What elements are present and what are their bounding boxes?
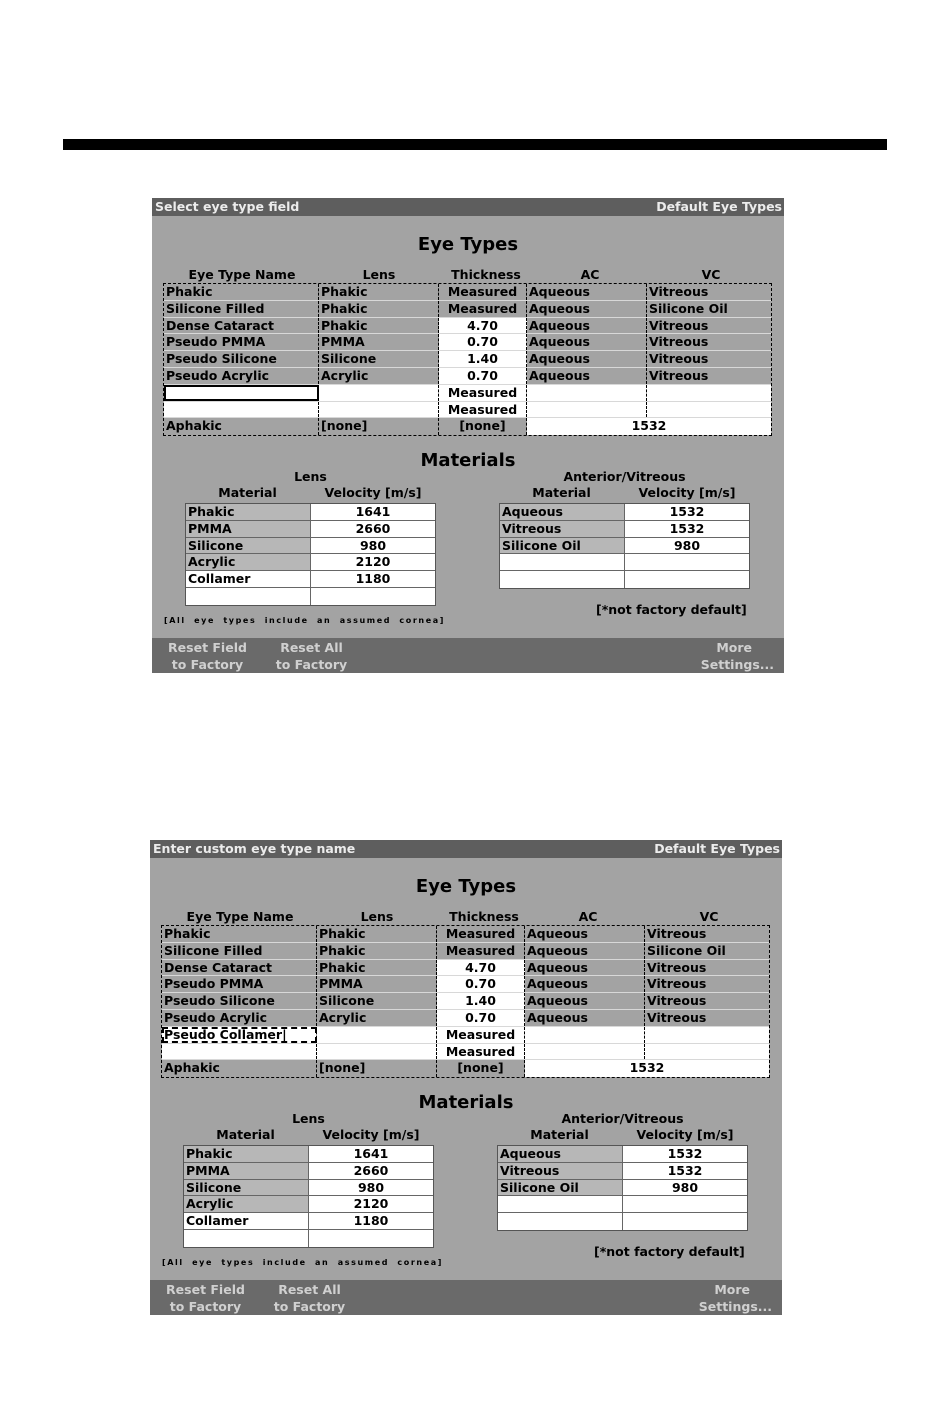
screen-title: Default Eye Types	[656, 199, 782, 214]
col-lens: Lens	[362, 267, 396, 282]
lens-material-velocity[interactable]	[309, 1230, 433, 1247]
lens-cell[interactable]: Acrylic	[319, 368, 439, 384]
ac-cell[interactable]: Aqueous	[525, 1010, 645, 1026]
lens-material-row[interactable]	[186, 571, 435, 588]
eye-type-row[interactable]	[164, 318, 771, 335]
lens-material-name[interactable]	[184, 1230, 309, 1247]
thickness-cell[interactable]: 1.40	[437, 993, 525, 1009]
eye-type-name-cell[interactable]: Dense Cataract	[164, 318, 319, 334]
col-thickness: Thickness	[449, 909, 519, 924]
av-material-col: Material	[530, 1127, 589, 1142]
eye-type-name-cell[interactable]: Phakic	[164, 284, 319, 300]
eye-type-row[interactable]	[162, 993, 769, 1010]
screen-prompt: Enter custom eye type name	[153, 841, 356, 856]
more-settings-label: More	[716, 640, 752, 655]
thickness-cell[interactable]: 4.70	[439, 318, 527, 334]
cornea-note: [All eye types include an assumed cornea]	[164, 616, 445, 625]
thickness-cell[interactable]: Measured	[439, 301, 527, 317]
ac-cell[interactable]: Aqueous	[527, 284, 647, 300]
vc-cell[interactable]: Vitreous	[649, 334, 709, 350]
lens-cell[interactable]: Phakic	[317, 943, 437, 959]
vc-cell[interactable]	[645, 1027, 769, 1043]
reset-field-button[interactable]	[160, 639, 255, 673]
ac-cell[interactable]: Aqueous	[527, 318, 647, 334]
vc-cell[interactable]	[645, 1044, 769, 1060]
eye-type-name-cell[interactable]: Pseudo PMMA	[162, 976, 317, 992]
reset-all-label-2: to Factory	[273, 1299, 346, 1314]
av-material-velocity[interactable]	[623, 1213, 747, 1230]
aphakic-velocity-cell[interactable]: 1532	[525, 1060, 769, 1077]
reset-field-label-2: to Factory	[171, 657, 244, 672]
av-material-velocity[interactable]: 1532	[625, 504, 749, 520]
more-settings-button[interactable]	[677, 1281, 772, 1315]
lens-material-row[interactable]	[184, 1230, 433, 1247]
lens-cell[interactable]: Phakic	[319, 301, 439, 317]
lens-material-name[interactable]	[186, 588, 311, 605]
lens-material-name[interactable]: Phakic	[184, 1146, 309, 1162]
eye-type-name-cell[interactable]	[162, 1044, 317, 1060]
thickness-cell[interactable]: Measured	[439, 284, 527, 300]
lens-material-velocity[interactable]: 2120	[309, 1196, 433, 1212]
eye-types-screen	[150, 840, 782, 1315]
eye-type-name-cell[interactable]: Silicone Filled	[162, 943, 317, 959]
av-material-velocity[interactable]: 1532	[625, 521, 749, 537]
lens-cell[interactable]	[319, 402, 439, 418]
ac-cell[interactable]	[525, 1044, 645, 1060]
col-vc: VC	[701, 267, 721, 282]
reset-field-label: Reset Field	[168, 640, 247, 655]
eye-type-name-cell[interactable]	[164, 402, 319, 418]
ac-cell[interactable]: Aqueous	[525, 993, 645, 1009]
av-material-name[interactable]	[500, 571, 625, 588]
lens-material-name[interactable]: PMMA	[184, 1163, 309, 1179]
reset-all-button[interactable]	[262, 1281, 357, 1315]
av-material-row[interactable]	[500, 538, 749, 555]
col-vc: VC	[699, 909, 719, 924]
more-settings-label-2: Settings...	[698, 1299, 772, 1314]
lens-material-row[interactable]	[184, 1146, 433, 1163]
lens-group-label: Lens	[292, 1111, 325, 1126]
thickness-cell[interactable]: 1.40	[439, 351, 527, 367]
eye-type-row[interactable]	[164, 334, 771, 351]
lens-cell[interactable]: Phakic	[319, 318, 439, 334]
softkey-bar	[152, 638, 784, 673]
av-materials-table	[499, 503, 750, 589]
thickness-cell[interactable]: Measured	[439, 385, 527, 401]
lens-material-velocity[interactable]: 1180	[309, 1213, 433, 1229]
thickness-cell[interactable]: 0.70	[437, 976, 525, 992]
eye-type-name-cell[interactable]: Pseudo Silicone	[162, 993, 317, 1009]
lens-material-row[interactable]	[186, 588, 435, 605]
thickness-cell[interactable]: Measured	[439, 402, 527, 418]
av-velocity-col: Velocity [m/s]	[638, 485, 736, 500]
lens-material-name[interactable]: Silicone	[186, 538, 311, 554]
vc-cell[interactable]: Vitreous	[649, 351, 709, 367]
lens-velocity-col: Velocity [m/s]	[322, 1127, 420, 1142]
thickness-cell[interactable]: Measured	[437, 926, 525, 942]
aphakic-lens-cell[interactable]: [none]	[319, 418, 439, 435]
aphakic-row[interactable]	[162, 1060, 769, 1077]
reset-all-label: Reset All	[280, 640, 343, 655]
lens-material-row[interactable]	[184, 1163, 433, 1180]
reset-field-label-2: to Factory	[169, 1299, 242, 1314]
av-material-row[interactable]	[498, 1196, 747, 1213]
lens-cell[interactable]: Phakic	[317, 926, 437, 942]
thickness-cell[interactable]: 0.70	[439, 334, 527, 350]
av-material-velocity[interactable]	[625, 571, 749, 588]
vc-cell[interactable]: Vitreous	[649, 317, 709, 333]
av-material-row[interactable]	[498, 1146, 747, 1163]
col-eye-type-name: Eye Type Name	[188, 267, 296, 282]
lens-material-name[interactable]: Phakic	[186, 504, 311, 520]
col-lens: Lens	[360, 909, 394, 924]
lens-material-row[interactable]	[184, 1180, 433, 1197]
lens-material-row[interactable]	[186, 554, 435, 571]
thickness-cell[interactable]: 0.70	[437, 1010, 525, 1026]
lens-cell[interactable]: Phakic	[319, 284, 439, 300]
av-materials-table	[497, 1145, 748, 1231]
vc-cell[interactable]: Vitreous	[647, 976, 707, 992]
eye-type-name-cell[interactable]: Pseudo Acrylic	[164, 368, 319, 384]
vc-cell[interactable]: Vitreous	[649, 284, 709, 299]
lens-material-velocity[interactable]: 2660	[309, 1163, 433, 1179]
materials-heading: Materials	[418, 1092, 514, 1113]
lens-material-name[interactable]: Collamer	[184, 1213, 309, 1229]
av-velocity-col: Velocity [m/s]	[636, 1127, 734, 1142]
ac-cell[interactable]	[525, 1027, 645, 1043]
av-material-row[interactable]	[500, 571, 749, 588]
lens-material-row[interactable]	[184, 1196, 433, 1213]
lens-material-row[interactable]	[186, 538, 435, 555]
eye-type-name-cell[interactable]: Pseudo Acrylic	[162, 1010, 317, 1026]
cornea-note: [All eye types include an assumed cornea]	[162, 1258, 443, 1267]
aphakic-lens-cell[interactable]: [none]	[317, 1060, 437, 1077]
vc-cell[interactable]: Vitreous	[647, 959, 707, 975]
ac-cell[interactable]	[527, 402, 647, 418]
reset-all-label-2: to Factory	[275, 657, 348, 672]
eye-type-row[interactable]	[164, 402, 771, 419]
lens-material-velocity[interactable]: 1641	[309, 1146, 433, 1162]
av-material-row[interactable]	[500, 504, 749, 521]
eye-types-heading: Eye Types	[415, 876, 517, 897]
vc-cell[interactable]: Silicone Oil	[647, 942, 726, 958]
eye-type-row[interactable]	[162, 976, 769, 993]
reset-all-label: Reset All	[278, 1282, 341, 1297]
av-material-velocity[interactable]: 1532	[623, 1163, 747, 1179]
aphakic-name-cell[interactable]: Aphakic	[164, 418, 319, 435]
av-group-label: Anterior/Vitreous	[563, 469, 686, 484]
col-ac: AC	[580, 267, 600, 282]
ac-cell[interactable]: Aqueous	[527, 351, 647, 367]
eye-type-row[interactable]	[164, 301, 771, 318]
screen-prompt: Select eye type field	[155, 199, 300, 214]
col-ac: AC	[578, 909, 598, 924]
av-material-row[interactable]	[498, 1163, 747, 1180]
ac-cell[interactable]: Aqueous	[525, 960, 645, 976]
lens-material-row[interactable]	[184, 1213, 433, 1230]
eye-type-name-cell[interactable]: Pseudo PMMA	[164, 334, 319, 350]
lens-materials-table	[185, 503, 436, 606]
eye-type-row[interactable]	[162, 1044, 769, 1061]
av-material-row[interactable]	[498, 1213, 747, 1230]
eye-type-row[interactable]	[162, 926, 769, 943]
vc-cell[interactable]	[647, 402, 771, 418]
lens-material-velocity[interactable]: 980	[309, 1180, 433, 1196]
vc-cell[interactable]: Vitreous	[647, 993, 707, 1009]
av-material-name[interactable]	[500, 554, 625, 570]
av-material-velocity[interactable]: 980	[623, 1180, 747, 1196]
lens-material-velocity[interactable]	[311, 588, 435, 605]
thickness-cell[interactable]: Measured	[437, 1027, 525, 1043]
col-thickness: Thickness	[451, 267, 521, 282]
aphakic-name-cell[interactable]: Aphakic	[162, 1060, 317, 1077]
eye-type-name-cell[interactable]: Phakic	[162, 926, 317, 942]
page-rule	[63, 139, 887, 150]
more-settings-button[interactable]	[679, 639, 774, 673]
eye-type-row[interactable]	[162, 960, 769, 977]
av-material-velocity[interactable]: 1532	[623, 1146, 747, 1162]
eye-type-row[interactable]	[164, 368, 771, 385]
aphakic-thickness-cell[interactable]: [none]	[437, 1060, 525, 1077]
vc-cell[interactable]: Vitreous	[647, 926, 707, 941]
aphakic-row[interactable]	[164, 418, 771, 435]
lens-material-row[interactable]	[186, 504, 435, 521]
lens-material-name[interactable]: PMMA	[186, 521, 311, 537]
av-material-row[interactable]	[500, 521, 749, 538]
lens-material-name[interactable]: Silicone	[184, 1180, 309, 1196]
lens-materials-table	[183, 1145, 434, 1248]
title-bar	[150, 840, 782, 858]
lens-cell[interactable]: Silicone	[317, 993, 437, 1009]
eye-types-heading: Eye Types	[417, 234, 519, 255]
av-material-name[interactable]	[498, 1196, 623, 1212]
av-material-velocity[interactable]	[623, 1196, 747, 1212]
aphakic-thickness-cell[interactable]: [none]	[439, 418, 527, 435]
eye-type-name-cell[interactable]: Pseudo Collamer|	[162, 1027, 317, 1043]
lens-material-col: Material	[216, 1127, 275, 1142]
vc-cell[interactable]: Silicone Oil	[649, 300, 728, 316]
av-material-velocity[interactable]: 980	[625, 538, 749, 554]
lens-material-name[interactable]: Collamer	[186, 571, 311, 587]
eye-types-screen	[152, 198, 784, 673]
lens-cell[interactable]	[319, 385, 439, 401]
lens-cell[interactable]: Phakic	[317, 960, 437, 976]
lens-cell[interactable]: PMMA	[319, 334, 439, 350]
reset-field-button[interactable]	[158, 1281, 253, 1315]
lens-cell[interactable]: Silicone	[319, 351, 439, 367]
vc-cell[interactable]: Vitreous	[647, 1009, 707, 1025]
ac-cell[interactable]: Aqueous	[525, 943, 645, 959]
lens-group-label: Lens	[294, 469, 327, 484]
lens-material-name[interactable]: Acrylic	[184, 1196, 309, 1212]
av-material-row[interactable]	[498, 1180, 747, 1197]
eye-type-row[interactable]	[164, 351, 771, 368]
thickness-cell[interactable]: Measured	[437, 943, 525, 959]
av-material-name[interactable]: Silicone Oil	[500, 538, 625, 554]
col-eye-type-name: Eye Type Name	[186, 909, 294, 924]
eye-type-name-cell[interactable]	[164, 385, 319, 401]
screen-title: Default Eye Types	[654, 841, 780, 856]
softkey-bar	[150, 1280, 782, 1315]
lens-cell[interactable]	[317, 1027, 437, 1043]
lens-material-velocity[interactable]: 1641	[311, 504, 435, 520]
av-material-velocity[interactable]	[625, 554, 749, 570]
thickness-cell[interactable]: 0.70	[439, 368, 527, 384]
lens-material-col: Material	[218, 485, 277, 500]
materials-heading: Materials	[420, 450, 516, 471]
reset-field-label: Reset Field	[166, 1282, 245, 1297]
lens-material-velocity[interactable]: 1180	[311, 571, 435, 587]
lens-cell[interactable]: Acrylic	[317, 1010, 437, 1026]
thickness-cell[interactable]: Measured	[437, 1044, 525, 1060]
vc-cell[interactable]	[647, 385, 771, 401]
lens-material-velocity[interactable]: 2660	[311, 521, 435, 537]
eye-types-table	[161, 925, 770, 1078]
lens-material-row[interactable]	[186, 521, 435, 538]
av-material-name[interactable]	[498, 1213, 623, 1230]
av-material-name[interactable]: Vitreous	[498, 1163, 623, 1179]
eye-type-name-cell[interactable]: Silicone Filled	[164, 301, 319, 317]
more-settings-label: More	[714, 1282, 750, 1297]
not-factory-default-note: [*not factory default]	[594, 1244, 745, 1259]
av-group-label: Anterior/Vitreous	[561, 1111, 684, 1126]
eye-type-row[interactable]	[162, 943, 769, 960]
lens-velocity-col: Velocity [m/s]	[324, 485, 422, 500]
ac-cell[interactable]: Aqueous	[525, 976, 645, 992]
av-material-col: Material	[532, 485, 591, 500]
lens-cell[interactable]	[317, 1044, 437, 1060]
vc-cell[interactable]: Vitreous	[649, 367, 709, 383]
thickness-cell[interactable]: 4.70	[437, 960, 525, 976]
not-factory-default-note: [*not factory default]	[596, 602, 747, 617]
reset-all-button[interactable]	[264, 639, 359, 673]
eye-type-row[interactable]	[164, 284, 771, 301]
av-material-name[interactable]: Aqueous	[500, 504, 625, 520]
av-material-name[interactable]: Aqueous	[498, 1146, 623, 1162]
ac-cell[interactable]	[527, 385, 647, 401]
eye-type-name-cell[interactable]: Pseudo Silicone	[164, 351, 319, 367]
more-settings-label-2: Settings...	[700, 657, 774, 672]
lens-cell[interactable]: PMMA	[317, 976, 437, 992]
eye-types-table	[163, 283, 772, 436]
ac-cell[interactable]: Aqueous	[527, 301, 647, 317]
eye-type-row[interactable]	[164, 385, 771, 402]
eye-type-row[interactable]	[162, 1027, 769, 1044]
lens-material-velocity[interactable]: 2120	[311, 554, 435, 570]
ac-cell[interactable]: Aqueous	[527, 368, 647, 384]
title-bar	[152, 198, 784, 216]
ac-cell[interactable]: Aqueous	[527, 334, 647, 350]
lens-material-name[interactable]: Acrylic	[186, 554, 311, 570]
aphakic-velocity-cell[interactable]: 1532	[527, 418, 771, 435]
av-material-name[interactable]: Silicone Oil	[498, 1180, 623, 1196]
eye-type-row[interactable]	[162, 1010, 769, 1027]
av-material-row[interactable]	[500, 554, 749, 571]
lens-material-velocity[interactable]: 980	[311, 538, 435, 554]
ac-cell[interactable]: Aqueous	[525, 926, 645, 942]
av-material-name[interactable]: Vitreous	[500, 521, 625, 537]
eye-type-name-cell[interactable]: Dense Cataract	[162, 960, 317, 976]
